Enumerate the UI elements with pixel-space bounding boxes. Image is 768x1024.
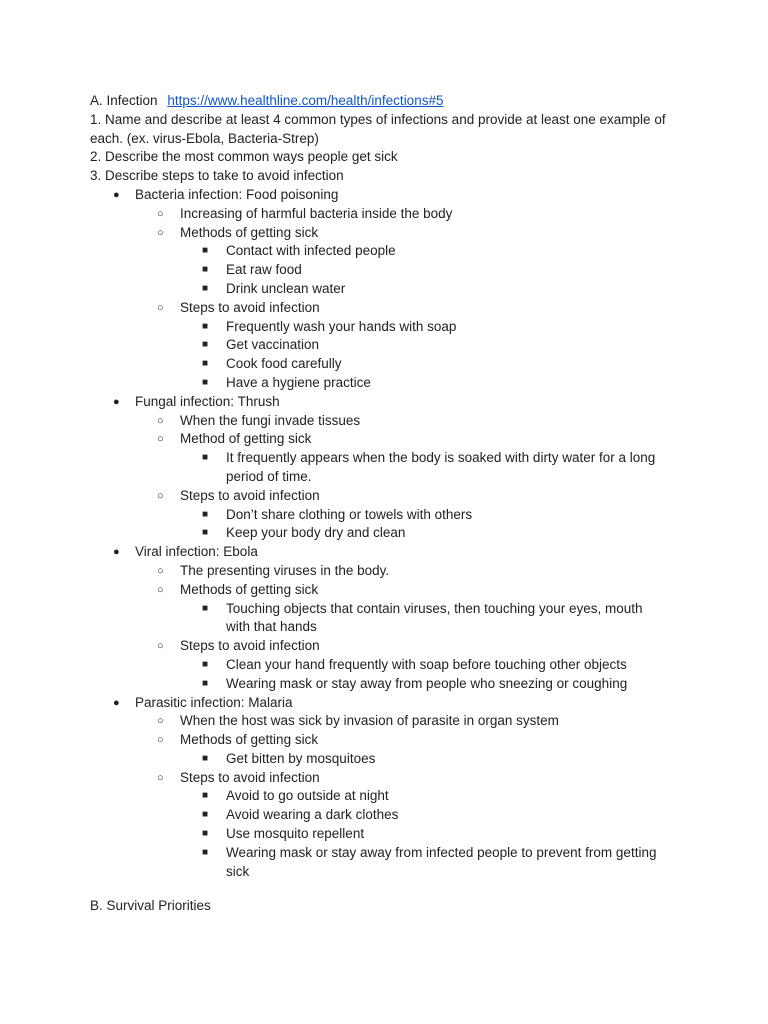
methods-label xyxy=(90,224,680,243)
infection-description-text: When the fungi invade tissues xyxy=(180,412,361,428)
step-item-text: Keep your body dry and clean xyxy=(226,525,406,541)
step-item-text: Use mosquito repellent xyxy=(226,826,365,842)
infection-title xyxy=(90,694,680,713)
section-b-heading: B. Survival Priorities xyxy=(90,898,211,913)
infection-description xyxy=(90,712,680,731)
infection-description xyxy=(90,562,680,581)
bullet-icon: ■ xyxy=(202,508,209,520)
method-item-text: It frequently appears when the body is soaked with dirty water for a long period of time. xyxy=(226,450,656,484)
question-1: 1. Name and describe at least 4 common types of infections and provide at least one example of each. (ex. virus-Ebola, Bacteria-Strep) xyxy=(90,111,666,146)
infection-title-text: Bacteria infection: Food poisoning xyxy=(135,186,339,202)
method-item xyxy=(90,449,666,487)
bullet-icon: ○ xyxy=(157,715,164,728)
bullet-icon: ○ xyxy=(157,301,164,314)
question-2: 2. Describe the most common ways people get sick xyxy=(90,149,398,165)
steps-label-text: Steps to avoid infection xyxy=(180,769,320,785)
bullet-icon: ● xyxy=(113,395,120,408)
bullet-icon: ■ xyxy=(202,320,209,332)
step-item-text: Wearing mask or stay away from people who sneezing or coughing xyxy=(226,675,628,691)
bullet-icon: ■ xyxy=(202,677,209,689)
step-item xyxy=(90,336,666,355)
methods-label xyxy=(90,581,680,600)
step-item xyxy=(90,656,666,675)
bullet-icon: ○ xyxy=(157,414,164,427)
section-a-heading-line xyxy=(90,92,680,111)
step-item-text: Avoid wearing a dark clothes xyxy=(226,807,399,823)
bullet-icon: ● xyxy=(113,188,120,201)
method-item xyxy=(90,242,666,261)
bullet-icon: ■ xyxy=(202,245,209,257)
method-item xyxy=(90,600,666,638)
method-item xyxy=(90,261,666,280)
steps-label xyxy=(90,637,680,656)
method-item xyxy=(90,750,666,769)
step-item-text: Cook food carefully xyxy=(226,356,342,372)
step-item xyxy=(90,506,666,525)
question-3: 3. Describe steps to take to avoid infection xyxy=(90,168,344,184)
bullet-icon: ■ xyxy=(202,358,209,370)
bullet-icon: ■ xyxy=(202,809,209,821)
bullet-icon: ■ xyxy=(202,527,209,539)
bullet-icon: ■ xyxy=(202,264,209,276)
step-item xyxy=(90,318,666,337)
step-item xyxy=(90,524,666,543)
infection-description-text: When the host was sick by invasion of parasite in organ system xyxy=(180,713,559,729)
methods-label xyxy=(90,731,680,750)
infection-description-text: The presenting viruses in the body. xyxy=(180,562,390,578)
step-item xyxy=(90,374,666,393)
infection-description xyxy=(90,412,680,431)
bullet-icon: ■ xyxy=(202,752,209,764)
bullet-icon: ■ xyxy=(202,790,209,802)
bullet-icon: ■ xyxy=(202,339,209,351)
method-item-text: Contact with infected people xyxy=(226,243,396,259)
step-item-text: Frequently wash your hands with soap xyxy=(226,318,457,334)
infection-title xyxy=(90,393,680,412)
steps-label-text: Steps to avoid infection xyxy=(180,487,320,503)
methods-label-text: Methods of getting sick xyxy=(180,224,319,240)
infection-title xyxy=(90,186,680,205)
infection-description-text: Increasing of harmful bacteria inside the body xyxy=(180,205,453,221)
method-item-text: Get bitten by mosquitoes xyxy=(226,750,376,766)
step-item-text: Clean your hand frequently with soap before touching other objects xyxy=(226,656,627,672)
infection-list xyxy=(90,186,680,881)
bullet-icon: ■ xyxy=(202,828,209,840)
step-item xyxy=(90,675,666,694)
methods-label-text: Methods of getting sick xyxy=(180,732,319,748)
step-item xyxy=(90,825,666,844)
section-a-heading: A. Infection xyxy=(90,93,158,108)
step-item-text: Don’t share clothing or towels with others xyxy=(226,506,473,522)
steps-label xyxy=(90,769,680,788)
bullet-icon: ○ xyxy=(157,489,164,502)
method-item-text: Eat raw food xyxy=(226,262,302,278)
healthline-link[interactable]: https://www.healthline.com/health/infections#5 xyxy=(167,93,444,108)
infection-description xyxy=(90,205,680,224)
bullet-icon: ■ xyxy=(202,452,209,464)
methods-label-text: Methods of getting sick xyxy=(180,581,319,597)
bullet-icon: ○ xyxy=(157,640,164,653)
bullet-icon: ■ xyxy=(202,846,209,858)
infection-title xyxy=(90,543,680,562)
bullet-icon: ● xyxy=(113,546,120,559)
methods-label-text: Method of getting sick xyxy=(180,431,312,447)
bullet-icon: ● xyxy=(113,696,120,709)
step-item-text: Avoid to go outside at night xyxy=(226,788,389,804)
bullet-icon: ■ xyxy=(202,658,209,670)
method-item xyxy=(90,280,666,299)
infection-title-text: Parasitic infection: Malaria xyxy=(135,694,293,710)
step-item-text: Have a hygiene practice xyxy=(226,374,371,390)
document-body xyxy=(90,92,680,881)
bullet-icon: ○ xyxy=(157,583,164,596)
step-item xyxy=(90,844,666,882)
method-item-text: Drink unclean water xyxy=(226,280,346,296)
bullet-icon: ○ xyxy=(157,734,164,747)
steps-label xyxy=(90,487,680,506)
method-item-text: Touching objects that contain viruses, then touching your eyes, mouth with that hands xyxy=(226,600,643,635)
methods-label xyxy=(90,430,680,449)
bullet-icon: ○ xyxy=(157,771,164,784)
bullet-icon: ○ xyxy=(157,207,164,220)
step-item xyxy=(90,787,666,806)
bullet-icon: ■ xyxy=(202,282,209,294)
bullet-icon: ■ xyxy=(202,376,209,388)
steps-label-text: Steps to avoid infection xyxy=(180,638,320,654)
step-item-text: Get vaccination xyxy=(226,337,320,353)
bullet-icon: ○ xyxy=(157,433,164,446)
step-item-text: Wearing mask or stay away from infected people to prevent from getting sick xyxy=(226,844,657,879)
steps-label-text: Steps to avoid infection xyxy=(180,299,320,315)
bullet-icon: ○ xyxy=(157,564,164,577)
steps-label xyxy=(90,299,680,318)
step-item xyxy=(90,806,666,825)
infection-title-text: Fungal infection: Thrush xyxy=(135,393,280,409)
bullet-icon: ■ xyxy=(202,602,209,614)
infection-title-text: Viral infection: Ebola xyxy=(135,544,258,560)
step-item xyxy=(90,355,666,374)
bullet-icon: ○ xyxy=(157,226,164,239)
